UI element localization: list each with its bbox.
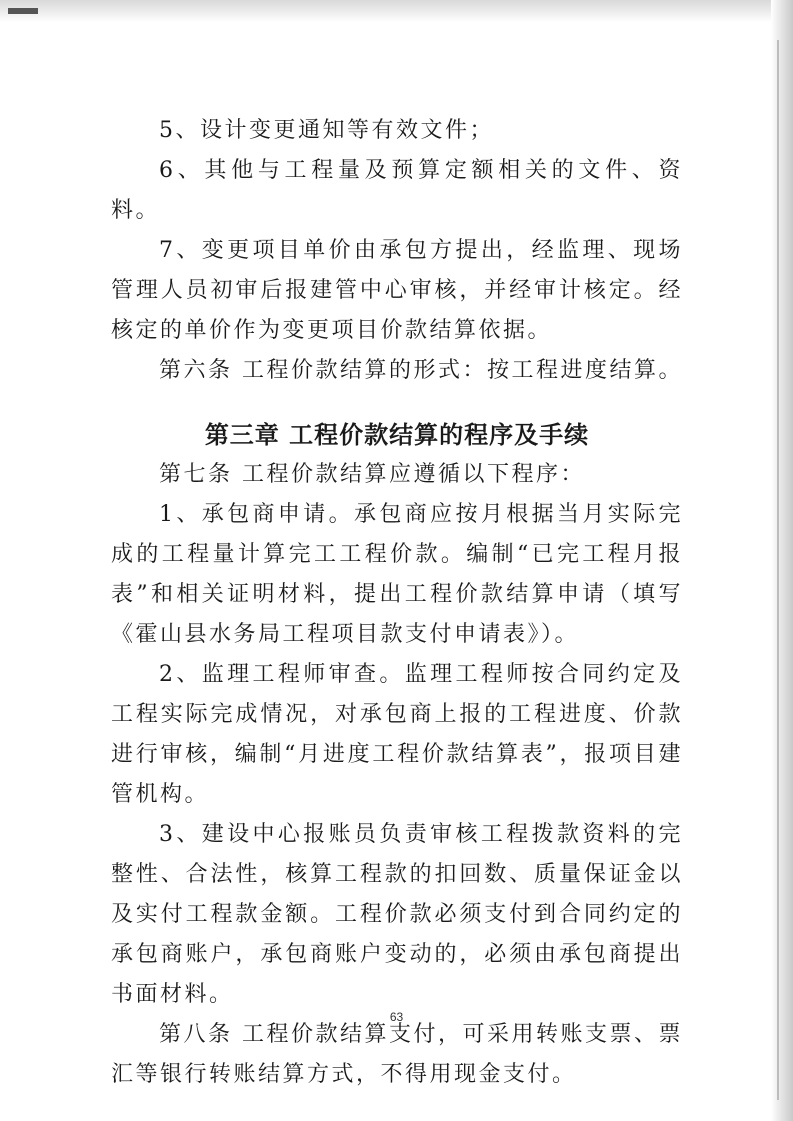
paragraph-step-3: 3、建设中心报账员负责审核工程拨款资料的完整性、合法性，核算工程款的扣回数、质量保证金以及实付工程款金额。工程价款必须支付到合同约定的承包商账户，承包商账户变动的，必须由承包商提出书面材料。 <box>111 822 683 1007</box>
paragraph-step-1: 1、承包商申请。承包商应按月根据当月实际完成的工程量计算完工工程价款。编制“已完工程月报表”和相关证明材料，提出工程价款结算申请（填写《霍山县水务局工程项目款支付申请表》）。 <box>111 502 683 647</box>
scan-right-line <box>777 40 779 1100</box>
scan-right-edge <box>771 0 793 1121</box>
paragraph-article-8: 第八条 工程价款结算支付，可采用转账支票、票汇等银行转账结算方式，不得用现金支付。 <box>111 1022 683 1087</box>
page-number: 63 <box>389 1010 404 1024</box>
paragraph-item-5: 5、设计变更通知等有效文件； <box>159 118 494 143</box>
scan-top-edge <box>0 0 793 22</box>
chapter-heading: 第三章 工程价款结算的程序及手续 <box>204 420 590 449</box>
paragraph-item-7: 7、变更项目单价由承包方提出，经监理、现场管理人员初审后报建管中心审核，并经审计核定。经核定的单价作为变更项目价款结算依据。 <box>111 238 683 343</box>
paragraph-article-7: 第七条 工程价款结算应遵循以下程序： <box>159 462 585 487</box>
paragraph-item-6: 6、其他与工程量及预算定额相关的文件、资料。 <box>111 158 683 223</box>
scan-mark <box>8 8 38 14</box>
paragraph-step-2: 2、监理工程师审查。监理工程师按合同约定及工程实际完成情况，对承包商上报的工程进度、价款进行审核，编制“月进度工程价款结算表”，报项目建管机构。 <box>111 662 683 807</box>
paragraph-article-6: 第六条 工程价款结算的形式：按工程进度结算。 <box>159 358 683 383</box>
document-body <box>111 111 683 1095</box>
